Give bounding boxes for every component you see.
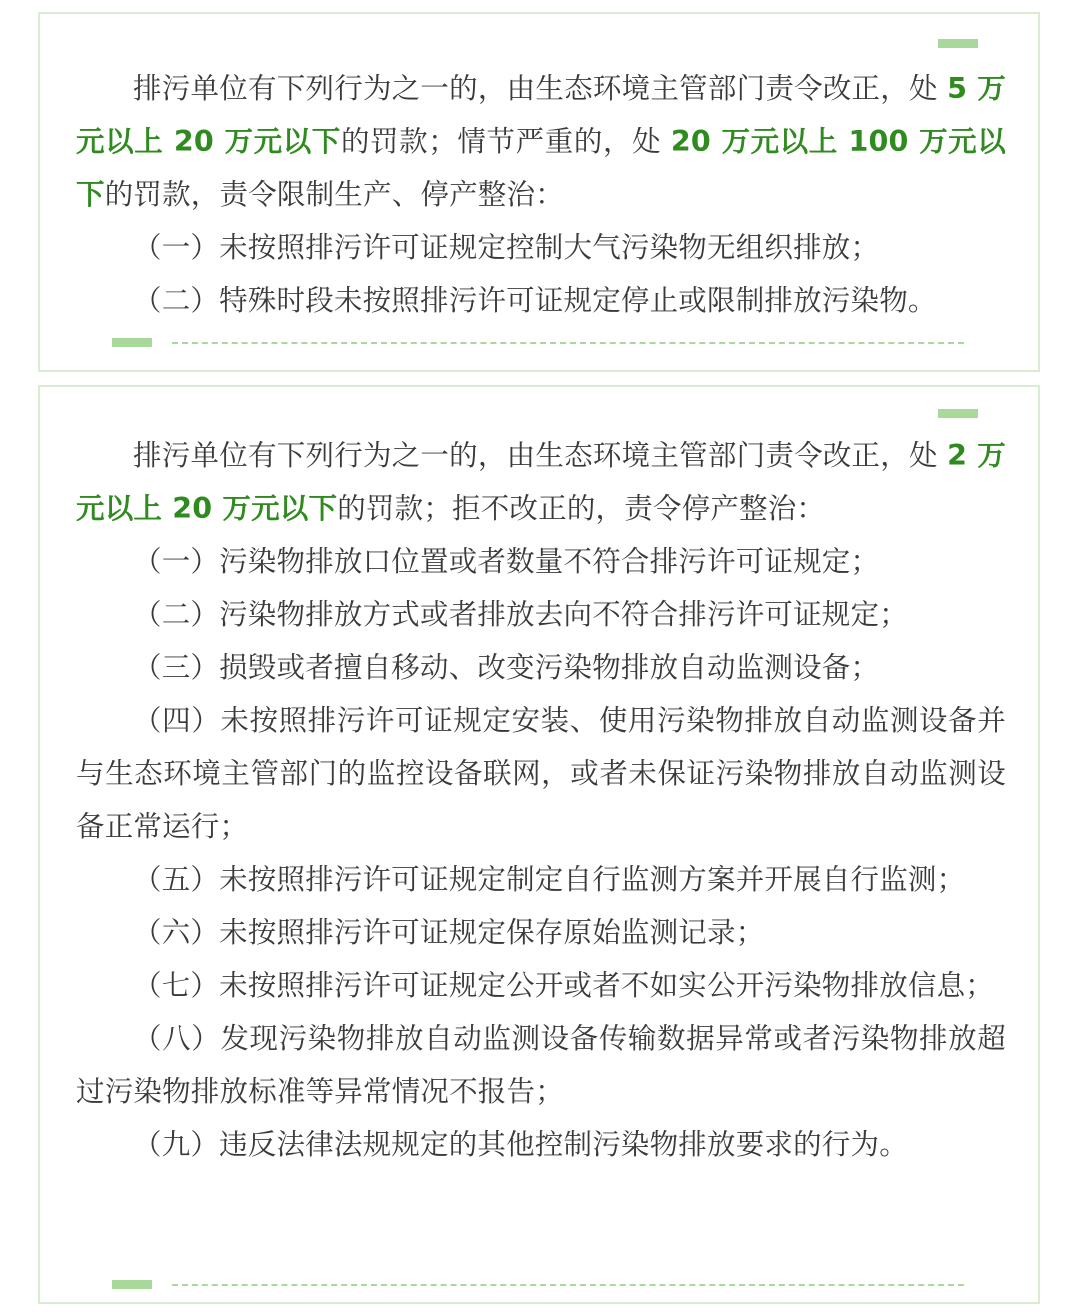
card-2-item: （七）未按照排污许可证规定公开或者不如实公开污染物排放信息； [133,969,995,1002]
fine-range-highlight: 2 万元以上 20 万元以下 [76,439,1006,525]
card-2-item: （五）未按照排污许可证规定制定自行监测方案并开展自行监测； [133,863,966,896]
penalty-card-2 [38,385,1040,1304]
dashed-divider [172,342,964,344]
penalty-card-1 [38,12,1040,372]
card-2-item: （一）污染物排放口位置或者数量不符合排污许可证规定； [133,545,880,578]
card-1-item: （二）特殊时段未按照排污许可证规定停止或限制排放污染物。 [133,284,937,317]
fine-range-highlight: 5 万元以上 20 万元以下 [76,72,1006,158]
intro-text-3: 的罚款，责令限制生产、停产整治： [104,178,564,211]
card-2-item: （六）未按照排污许可证规定保存原始监测记录； [133,916,765,949]
card-1-text [76,62,1006,327]
decorative-bar-top [938,39,978,48]
severe-fine-range-highlight: 20 万元以上 100 万元以下 [76,125,1006,211]
decorative-bar-bottom [112,338,152,347]
card-1-intro-paragraph [76,62,1006,221]
decorative-bar-top [938,409,978,418]
card-2-item: （三）损毁或者擅自移动、改变污染物排放自动监测设备； [133,651,880,684]
card-2-text [76,429,1006,1171]
intro-text-1: 排污单位有下列行为之一的，由生态环境主管部门责令改正，处 [133,439,948,472]
dashed-divider [172,1284,964,1286]
card-2-intro-paragraph [76,429,1006,535]
card-2-item: （八）发现污染物排放自动监测设备传输数据异常或者污染物排放超过污染物排放标准等异常情况不报告； [76,1022,1006,1108]
intro-text-2: 的罚款；情节严重的，处 [340,125,671,158]
decorative-bar-bottom [112,1280,152,1289]
card-2-item: （二）污染物排放方式或者排放去向不符合排污许可证规定； [133,598,908,631]
intro-text-1: 排污单位有下列行为之一的，由生态环境主管部门责令改正，处 [133,72,948,105]
intro-text-2: 的罚款；拒不改正的，责令停产整治： [337,492,826,525]
card-1-item: （一）未按照排污许可证规定控制大气污染物无组织排放； [133,231,880,264]
card-2-item: （九）违反法律法规规定的其他控制污染物排放要求的行为。 [133,1128,908,1161]
card-2-item: （四）未按照排污许可证规定安装、使用污染物排放自动监测设备并与生态环境主管部门的监控设备联网，或者未保证污染物排放自动监测设备正常运行； [76,704,1006,843]
